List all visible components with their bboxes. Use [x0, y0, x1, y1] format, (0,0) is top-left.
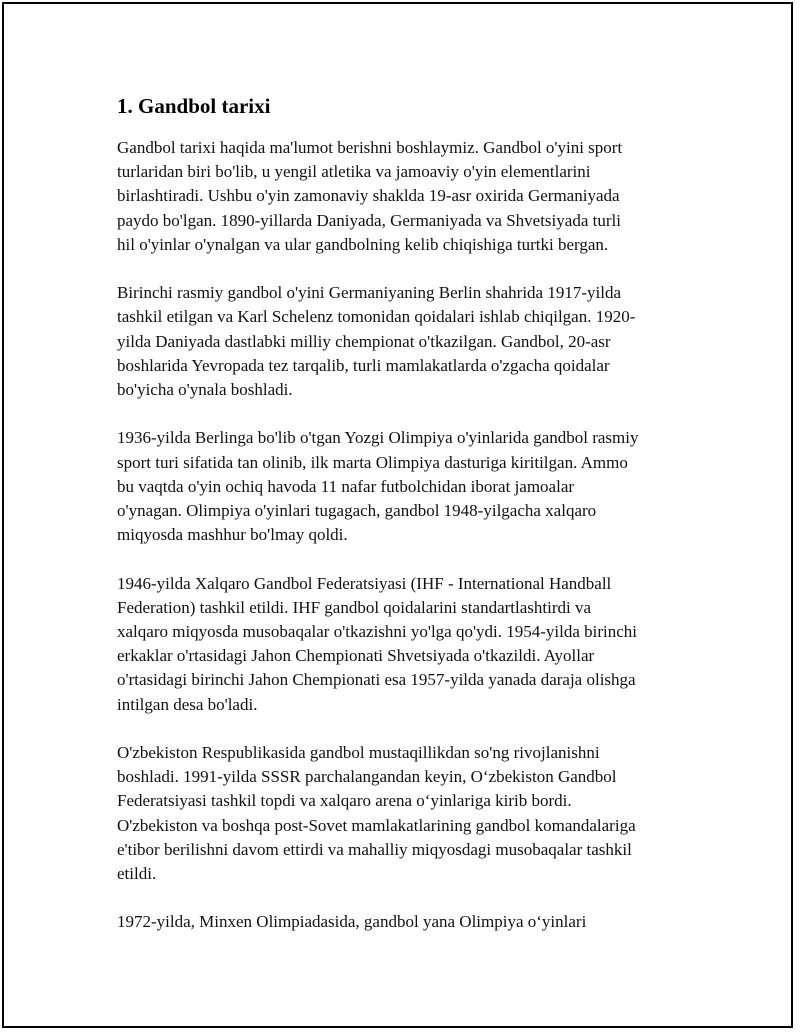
- document-body: [117, 92, 692, 959]
- section-heading: 1. Gandbol tarixi: [117, 94, 271, 118]
- paragraph-olympics-1936: 1936-yilda Berlinga bo'lib o'tgan Yozgi Olimpiya o'yinlarida gandbol rasmiy sport turi sifatida tan olinib, ilk marta Olimpiya dasturiga kiritilgan. Ammo bu vaqtda o'yin ochiq havoda 11 nafar futbolchidan iborat jamoalar o'ynagan. Olimpiya o'yinlari tugagach, gandbol 1948-yilgacha xalqaro miqyosda mashhur bo'lmay qoldi.: [117, 428, 639, 545]
- paragraph-intro: Gandbol tarixi haqida ma'lumot berishni boshlaymiz. Gandbol o'yini sport turlaridan biri bo'lib, u yengil atletika va jamoaviy o'yin elementlarini birlashtiradi. Ushbu o'yin zamonaviy shaklda 19-asr oxirida Germaniyada paydo bo'lgan. 1890-yillarda Daniyada, Germaniyada va Shvetsiyada turli hil o'yinlar o'ynalgan va ular gandbolning kelib chiqishiga turtki bergan.: [117, 138, 623, 254]
- paragraph-ihf-founding: 1946-yilda Xalqaro Gandbol Federatsiyasi (IHF - International Handball Federation) tashkil etildi. IHF gandbol qoidalarini standartlashtirdi va xalqaro miqyosda musobaqalar o'tkazishni yo'lga qo'ydi. 1954-yilda birinchi erkaklar o'rtasidagi Jahon Chempionati Shvetsiyada o'tkazildi. Ayollar o'rtasidagi birinchi Jahon Chempionati esa 1957-yilda yanada daraja olishga intilgan desa bo'ladi.: [117, 573, 638, 714]
- paragraph-uzbekistan: O'zbekiston Respublikasida gandbol mustaqillikdan so'ng rivojlanishni boshladi. 1991-yilda SSSR parchalangandan keyin, O‘zbekiston Gandbol Federatsiyasi tashkil topdi va xalqaro arena o‘yinlariga kirib bordi. O'zbekiston va boshqa post-Sovet mamlakatlarining gandbol komandalariga e'tibor berilishni davom ettirdi va mahalliy miqyosdagi musobaqalar tashkil etildi.: [117, 743, 636, 884]
- paragraph-first-official-game: Birinchi rasmiy gandbol o'yini Germaniyaning Berlin shahrida 1917-yilda tashkil etilgan va Karl Schelenz tomonidan qoidalari ishlab chiqilgan. 1920- yilda Daniyada dastlabki milliy chempionat o'tkazilgan. Gandbol, 20-asr boshlarida Yevropada tez tarqalib, turli mamlakatlarda o'zgacha qoidalar bo'yicha o'ynala boshladi.: [117, 283, 636, 400]
- paragraph-munich-1972: 1972-yilda, Minxen Olimpiadasida, gandbol yana Olimpiya o‘yinlari: [117, 912, 587, 932]
